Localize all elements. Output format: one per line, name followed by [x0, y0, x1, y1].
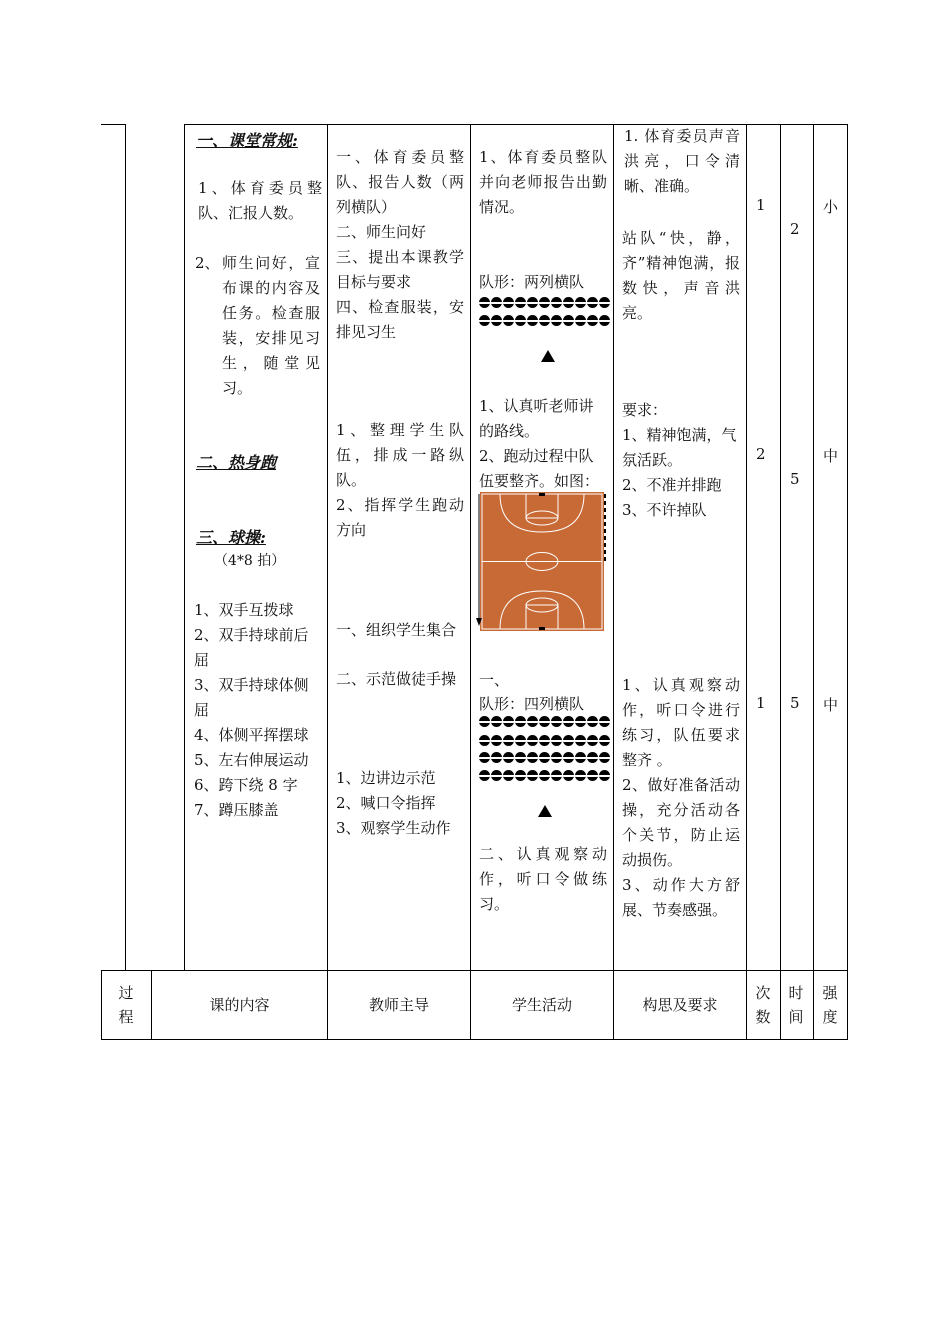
header-teacher: 教师主导 [368, 996, 429, 1014]
intensity-value: 小 [823, 198, 839, 216]
teacher-block-3 [336, 618, 464, 692]
design-item: 要求： [622, 401, 668, 419]
student-step: 1、认真听老师讲的路线。 [479, 397, 594, 440]
header-content: 课的内容 [209, 996, 270, 1014]
design-item: 1、认真观察动作，听口令进行练习，队伍要求整齐 。 [622, 676, 740, 769]
formation-row [479, 735, 611, 746]
design-item: 3、动作大方舒展、节奏感强。 [622, 876, 740, 919]
formation-row [479, 297, 611, 308]
time-value: 5 [790, 470, 800, 488]
design-block-1a: 1. 体育委员声音洪亮，口令清晰、准确。 [624, 127, 740, 195]
count-value: 1 [756, 196, 766, 214]
court-basket-top [539, 493, 545, 496]
design-item: 3、不许掉队 [622, 501, 707, 519]
teacher-step: 一、组织学生集合 [336, 621, 457, 639]
exercise-item: 1、双手互拨球 [194, 601, 294, 619]
formation-row [479, 315, 611, 326]
header-count: 次数 [755, 984, 771, 1026]
teacher-step: 二、示范做徒手操 [336, 670, 457, 688]
formation-label-two-rows: 队形：两列横队 [479, 273, 585, 291]
student-block-4: 二、认真观察动作，听口令做练习。 [479, 845, 607, 913]
teacher-block-2 [336, 418, 464, 543]
teacher-step: 一、体育委员整队、报告人数（两列横队） [336, 148, 464, 216]
count-value: 2 [756, 445, 766, 463]
teacher-step: 二、师生问好 [336, 223, 427, 241]
routine-item-1: 1、体育委员整队、汇报人数。 [198, 179, 322, 222]
teacher-step: 四、检查服装，安排见习生 [336, 298, 464, 341]
exercise-item: 3、双手持球体侧屈 [194, 676, 309, 719]
teacher-position-marker [541, 350, 555, 362]
routine-item-2-prefix: 2、 [195, 254, 220, 272]
teacher-step: 2、指挥学生跑动方向 [336, 496, 464, 539]
teacher-block-4 [336, 766, 464, 841]
teacher-step: 1、边讲边示范 [336, 769, 436, 787]
intensity-value: 中 [823, 447, 839, 465]
header-design: 构思及要求 [642, 996, 718, 1014]
section-title-routine: 一、课堂常规: [196, 131, 298, 150]
exercise-item: 4、体侧平挥摆球 [194, 726, 309, 744]
design-item: 2、做好准备活动操，充分活动各个关节，防止运动损伤。 [622, 776, 740, 869]
design-item: 1、精神饱满，气氛活跃。 [622, 426, 737, 469]
teacher-step: 1、整理学生队伍，排成一路纵队。 [336, 421, 464, 489]
formation-label-four-rows: 队形：四列横队 [479, 695, 585, 713]
formation-row [479, 716, 611, 727]
time-value: 2 [790, 220, 800, 238]
formation-row [479, 752, 611, 763]
exercise-item: 6、跨下绕 8 字 [194, 776, 298, 794]
design-block-1b: 站队“快，静，齐”精神饱满，报数快，声音洪亮。 [622, 229, 740, 322]
header-time: 时间 [788, 984, 804, 1026]
design-block-3 [622, 673, 740, 923]
teacher-step: 2、喊口令指挥 [336, 794, 436, 812]
count-value: 1 [756, 694, 766, 712]
design-item: 2、不准并排跑 [622, 476, 722, 494]
teacher-position-marker [538, 805, 552, 817]
header-student: 学生活动 [511, 996, 572, 1014]
teacher-step: 3、观察学生动作 [336, 819, 451, 837]
routine-item-2: 师生问好，宣布课的内容及任务。检查服装，安排见习生，随堂见习。 [222, 254, 320, 397]
student-block-1: 1、体育委员整队并向老师报告出勤情况。 [479, 148, 607, 216]
section-title-warmup: 二、热身跑 [196, 453, 277, 472]
formation-row [479, 770, 611, 781]
teacher-block-1 [336, 145, 464, 345]
teacher-step: 三、提出本课教学目标与要求 [336, 248, 464, 291]
header-process: 过程 [118, 984, 134, 1026]
design-block-2 [622, 398, 742, 523]
intensity-value: 中 [823, 696, 839, 714]
exercise-item: 7、蹲压膝盖 [194, 801, 279, 819]
exercise-item: 2、双手持球前后屈 [194, 626, 309, 669]
ball-exercise-beats: （4*8 拍） [214, 553, 286, 569]
student-block-2 [479, 394, 607, 494]
section-title-ball-exercise: 三、球操: [196, 528, 266, 547]
header-strength: 强度 [822, 984, 838, 1026]
exercise-list [194, 598, 322, 823]
exercise-item: 5、左右伸展运动 [194, 751, 309, 769]
basketball-court-diagram [476, 492, 608, 632]
student-block-3-head: 一、 [479, 671, 510, 689]
court-basket-bottom [539, 627, 545, 630]
student-step: 2、跑动过程中队伍要整齐。如图： [479, 447, 600, 490]
time-value: 5 [790, 694, 800, 712]
